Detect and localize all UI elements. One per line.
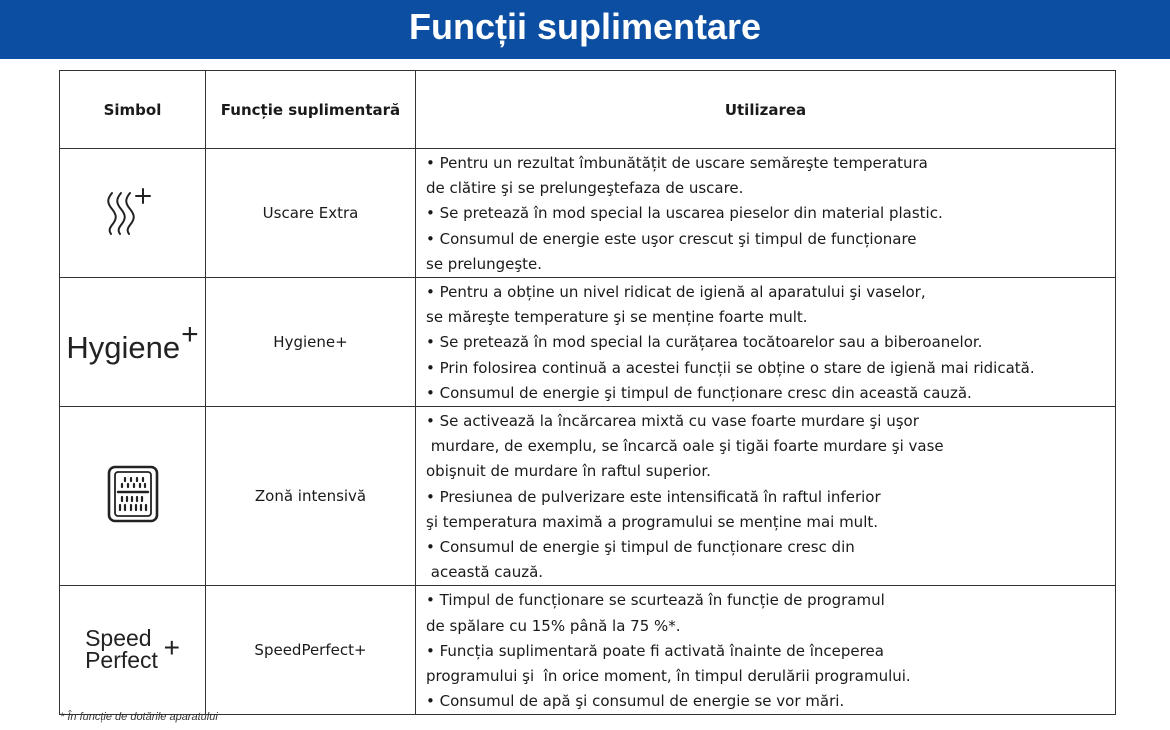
usage-line: de clătire şi se prelungeştefaza de uscare.: [426, 179, 744, 198]
usage-cell: [416, 407, 1116, 586]
hygiene-plus-icon: [66, 318, 199, 366]
footnote: * În funcție de dotările aparatului: [60, 711, 218, 723]
usage-cell: [416, 278, 1116, 407]
header-usage: Utilizarea: [416, 71, 1116, 149]
header-symbol: Simbol: [60, 71, 206, 149]
usage-line: • Timpul de funcționare se scurtează în funcție de programul: [426, 591, 885, 610]
usage-line: • Funcția suplimentară poate fi activată înainte de începerea: [426, 641, 884, 660]
table-row: [60, 586, 1116, 715]
usage-cell: [416, 586, 1116, 715]
intensive-zone-icon: [105, 463, 161, 525]
hygiene-symbol-plus: +: [181, 318, 199, 352]
usage-line: de spălare cu 15% până la 75 %*.: [426, 616, 681, 635]
usage-line: se prelungeşte.: [426, 254, 543, 273]
table-row: [60, 407, 1116, 586]
usage-line: • Consumul de apă şi consumul de energie se vor mări.: [426, 692, 845, 711]
table-row: [60, 278, 1116, 407]
symbol-cell: [60, 586, 206, 715]
usage-line: programului şi în orice moment, în timpul derulării programului.: [426, 667, 911, 686]
symbol-cell: [60, 407, 206, 586]
function-name: Zonă intensivă: [206, 407, 416, 586]
functions-table: [59, 70, 1116, 715]
usage-line: se măreşte temperature şi se menține foarte mult.: [426, 308, 808, 327]
usage-line: • Consumul de energie şi timpul de funcționare cresc din această cauză.: [426, 383, 972, 402]
header-row: [60, 71, 1116, 149]
symbol-cell: [60, 149, 206, 278]
usage-line: • Consumul de energie şi timpul de funcționare cresc din: [426, 538, 855, 557]
usage-line: • Se activează la încărcarea mixtă cu vase foarte murdare şi uşor: [426, 412, 919, 431]
speed-symbol-plus: +: [163, 632, 180, 664]
usage-line: • Pentru a obține un nivel ridicat de igienă al aparatului şi vaselor,: [426, 283, 926, 302]
header-function: Funcție suplimentară: [206, 71, 416, 149]
symbol-cell: [60, 278, 206, 407]
speed-symbol-line1: Speed: [85, 625, 152, 652]
speed-symbol-line2: Perfect: [85, 647, 158, 674]
function-name: SpeedPerfect+: [206, 586, 416, 715]
usage-line: • Se pretează în mod special la curățarea tocătoarelor sau a biberoanelor.: [426, 333, 983, 352]
drying-extra-icon: [98, 185, 168, 237]
page-title: Funcții suplimentare: [408, 6, 762, 47]
hygiene-symbol-text: Hygiene: [66, 330, 181, 366]
usage-line: • Pentru un rezultat îmbunătățit de uscare semăreşte temperatura: [426, 154, 928, 172]
function-name: Hygiene+: [206, 278, 416, 407]
function-name: Uscare Extra: [206, 149, 416, 278]
usage-line: murdare, de exemplu, se încarcă oale şi tigăi foarte murdare şi vase: [426, 437, 944, 456]
usage-line: • Presiunea de pulverizare este intensificată în raftul inferior: [426, 487, 881, 506]
title-banner: [0, 0, 1170, 59]
usage-cell: [416, 149, 1116, 278]
usage-line: • Consumul de energie este uşor crescut şi timpul de funcționare: [426, 229, 917, 248]
table-row: [60, 149, 1116, 278]
speed-perfect-icon: [85, 625, 180, 674]
usage-line: şi temperatura maximă a programului se menține mai mult.: [426, 512, 879, 531]
usage-line: • Prin folosirea continuă a acestei funcții se obține o stare de igienă mai ridicată.: [426, 358, 1035, 377]
usage-line: această cauză.: [426, 563, 544, 582]
usage-line: • Se pretează în mod special la uscarea pieselor din material plastic.: [426, 204, 943, 223]
usage-line: obişnuit de murdare în raftul superior.: [426, 462, 711, 481]
